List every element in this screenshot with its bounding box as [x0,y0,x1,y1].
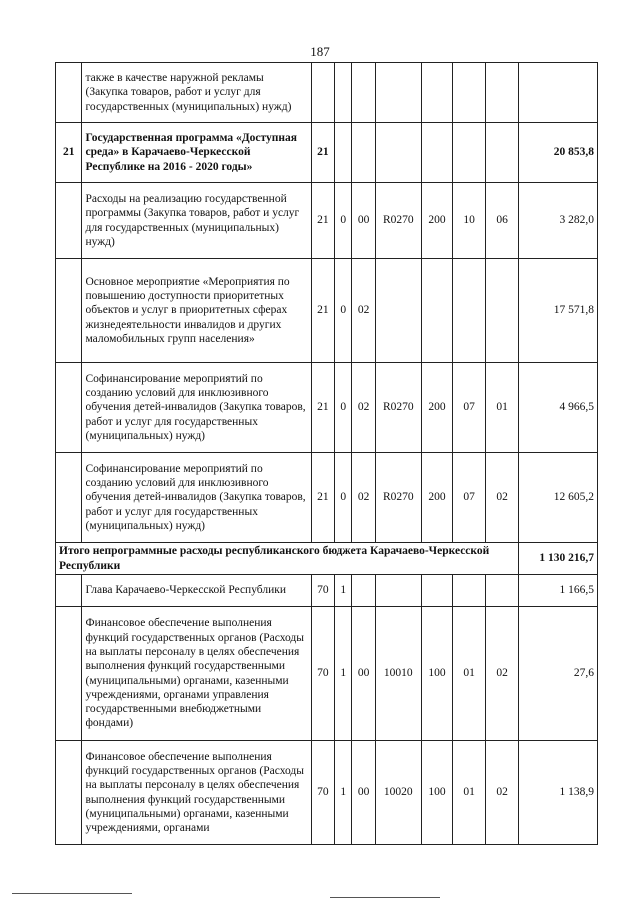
subsection-cell: 06 [485,183,519,259]
program-cell: 21 [311,363,334,453]
main-activity-cell: 02 [352,259,375,363]
section-cell [453,123,486,183]
row-number-cell [56,607,82,741]
subprogram-cell: 1 [335,741,352,845]
main-activity-cell [352,575,375,607]
row-number-cell [56,183,82,259]
program-cell: 21 [311,123,334,183]
table-row [56,63,598,123]
direction-code-cell: 10020 [375,741,421,845]
section-cell: 01 [453,607,486,741]
row-name-cell: Расходы на реализацию государственной программы (Закупка товаров, работ и услуг для государственных (муниципальных) нужд) [82,183,311,259]
row-number-cell [56,575,82,607]
expense-type-cell: 200 [421,183,453,259]
section-cell [453,259,486,363]
subprogram-cell [335,123,352,183]
expense-type-cell [421,63,453,123]
row-name-cell: Финансовое обеспечение выполнения функций государственных органов (Расходы на выплаты персоналу в целях обеспечения выполнения функций государственными (муниципальными) органами, казенными учреждениями, органами управления государственными внебюджетными фондами) [82,607,311,741]
section-cell [453,63,486,123]
expense-type-cell [421,123,453,183]
footer-rule-right [330,897,440,898]
amount-cell: 4 966,5 [519,363,598,453]
total-row [56,543,598,575]
row-name-cell: Софинансирование мероприятий по созданию условий для инклюзивного обучения детей-инвалидов (Закупка товаров, работ и услуг для государственных (муниципальных) нужд) [82,363,311,453]
program-cell: 21 [311,183,334,259]
main-activity-cell: 02 [352,363,375,453]
subprogram-cell: 1 [335,607,352,741]
main-activity-cell: 00 [352,183,375,259]
main-activity-cell [352,123,375,183]
table-row [56,453,598,543]
direction-code-cell: 10010 [375,607,421,741]
program-cell: 70 [311,607,334,741]
amount-cell [519,63,598,123]
direction-code-cell: R0270 [375,363,421,453]
program-cell: 21 [311,453,334,543]
amount-cell: 17 571,8 [519,259,598,363]
table-row [56,183,598,259]
subprogram-cell: 0 [335,363,352,453]
direction-code-cell [375,259,421,363]
main-activity-cell: 02 [352,453,375,543]
main-activity-cell: 00 [352,607,375,741]
section-cell: 07 [453,363,486,453]
direction-code-cell [375,63,421,123]
amount-cell: 12 605,2 [519,453,598,543]
section-cell: 10 [453,183,486,259]
row-name-cell: также в качестве наружной рекламы (Закупка товаров, работ и услуг для государственных (муниципальных) нужд) [82,63,311,123]
table-row [56,363,598,453]
amount-cell: 3 282,0 [519,183,598,259]
footer-rule-left [12,893,132,894]
subsection-cell: 02 [485,453,519,543]
expense-type-cell [421,575,453,607]
program-cell: 21 [311,259,334,363]
program-cell: 70 [311,741,334,845]
row-number-cell [56,453,82,543]
subsection-cell: 01 [485,363,519,453]
table-row [56,123,598,183]
row-number-cell [56,259,82,363]
section-cell: 07 [453,453,486,543]
expense-type-cell: 200 [421,453,453,543]
direction-code-cell: R0270 [375,453,421,543]
direction-code-cell [375,575,421,607]
row-number-cell [56,741,82,845]
row-name-cell: Государственная программа «Доступная среда» в Карачаево-Черкесской Республике на 2016 - 2020 годы» [82,123,311,183]
page-number: 187 [310,44,330,59]
direction-code-cell [375,123,421,183]
subsection-cell: 02 [485,741,519,845]
direction-code-cell: R0270 [375,183,421,259]
subprogram-cell: 0 [335,259,352,363]
subprogram-cell [335,63,352,123]
amount-cell: 1 166,5 [519,575,598,607]
row-name-cell: Финансовое обеспечение выполнения функций государственных органов (Расходы на выплаты персоналу в целях обеспечения выполнения функций государственными (муниципальными) органами, казенными учреждениями, органами [82,741,311,845]
row-name-cell: Глава Карачаево-Черкесской Республики [82,575,311,607]
amount-cell: 27,6 [519,607,598,741]
expense-type-cell [421,259,453,363]
row-name-cell: Софинансирование мероприятий по созданию условий для инклюзивного обучения детей-инвалидов (Закупка товаров, работ и услуг для государственных (муниципальных) нужд) [82,453,311,543]
table-row [56,741,598,845]
expense-type-cell: 200 [421,363,453,453]
row-name-cell: Основное мероприятие «Мероприятия по повышению доступности приоритетных объектов и услуг в приоритетных сферах жизнедеятельности инвалидов и других маломобильных групп населения» [82,259,311,363]
program-cell: 70 [311,575,334,607]
subprogram-cell: 0 [335,453,352,543]
main-activity-cell: 00 [352,741,375,845]
row-number-cell [56,363,82,453]
expense-type-cell: 100 [421,741,453,845]
program-cell [311,63,334,123]
subsection-cell [485,63,519,123]
budget-table [55,62,598,845]
amount-cell: 20 853,8 [519,123,598,183]
row-number-cell [56,63,82,123]
total-amount: 1 130 216,7 [519,543,598,575]
section-cell [453,575,486,607]
row-number-cell: 21 [56,123,82,183]
table-row [56,575,598,607]
subprogram-cell: 0 [335,183,352,259]
subsection-cell: 02 [485,607,519,741]
subsection-cell [485,259,519,363]
expense-type-cell: 100 [421,607,453,741]
total-label: Итого непрограммные расходы республиканского бюджета Карачаево-Черкесской Республики [56,543,519,575]
main-activity-cell [352,63,375,123]
subprogram-cell: 1 [335,575,352,607]
table-row [56,607,598,741]
table-row [56,259,598,363]
amount-cell: 1 138,9 [519,741,598,845]
subsection-cell [485,575,519,607]
subsection-cell [485,123,519,183]
section-cell: 01 [453,741,486,845]
